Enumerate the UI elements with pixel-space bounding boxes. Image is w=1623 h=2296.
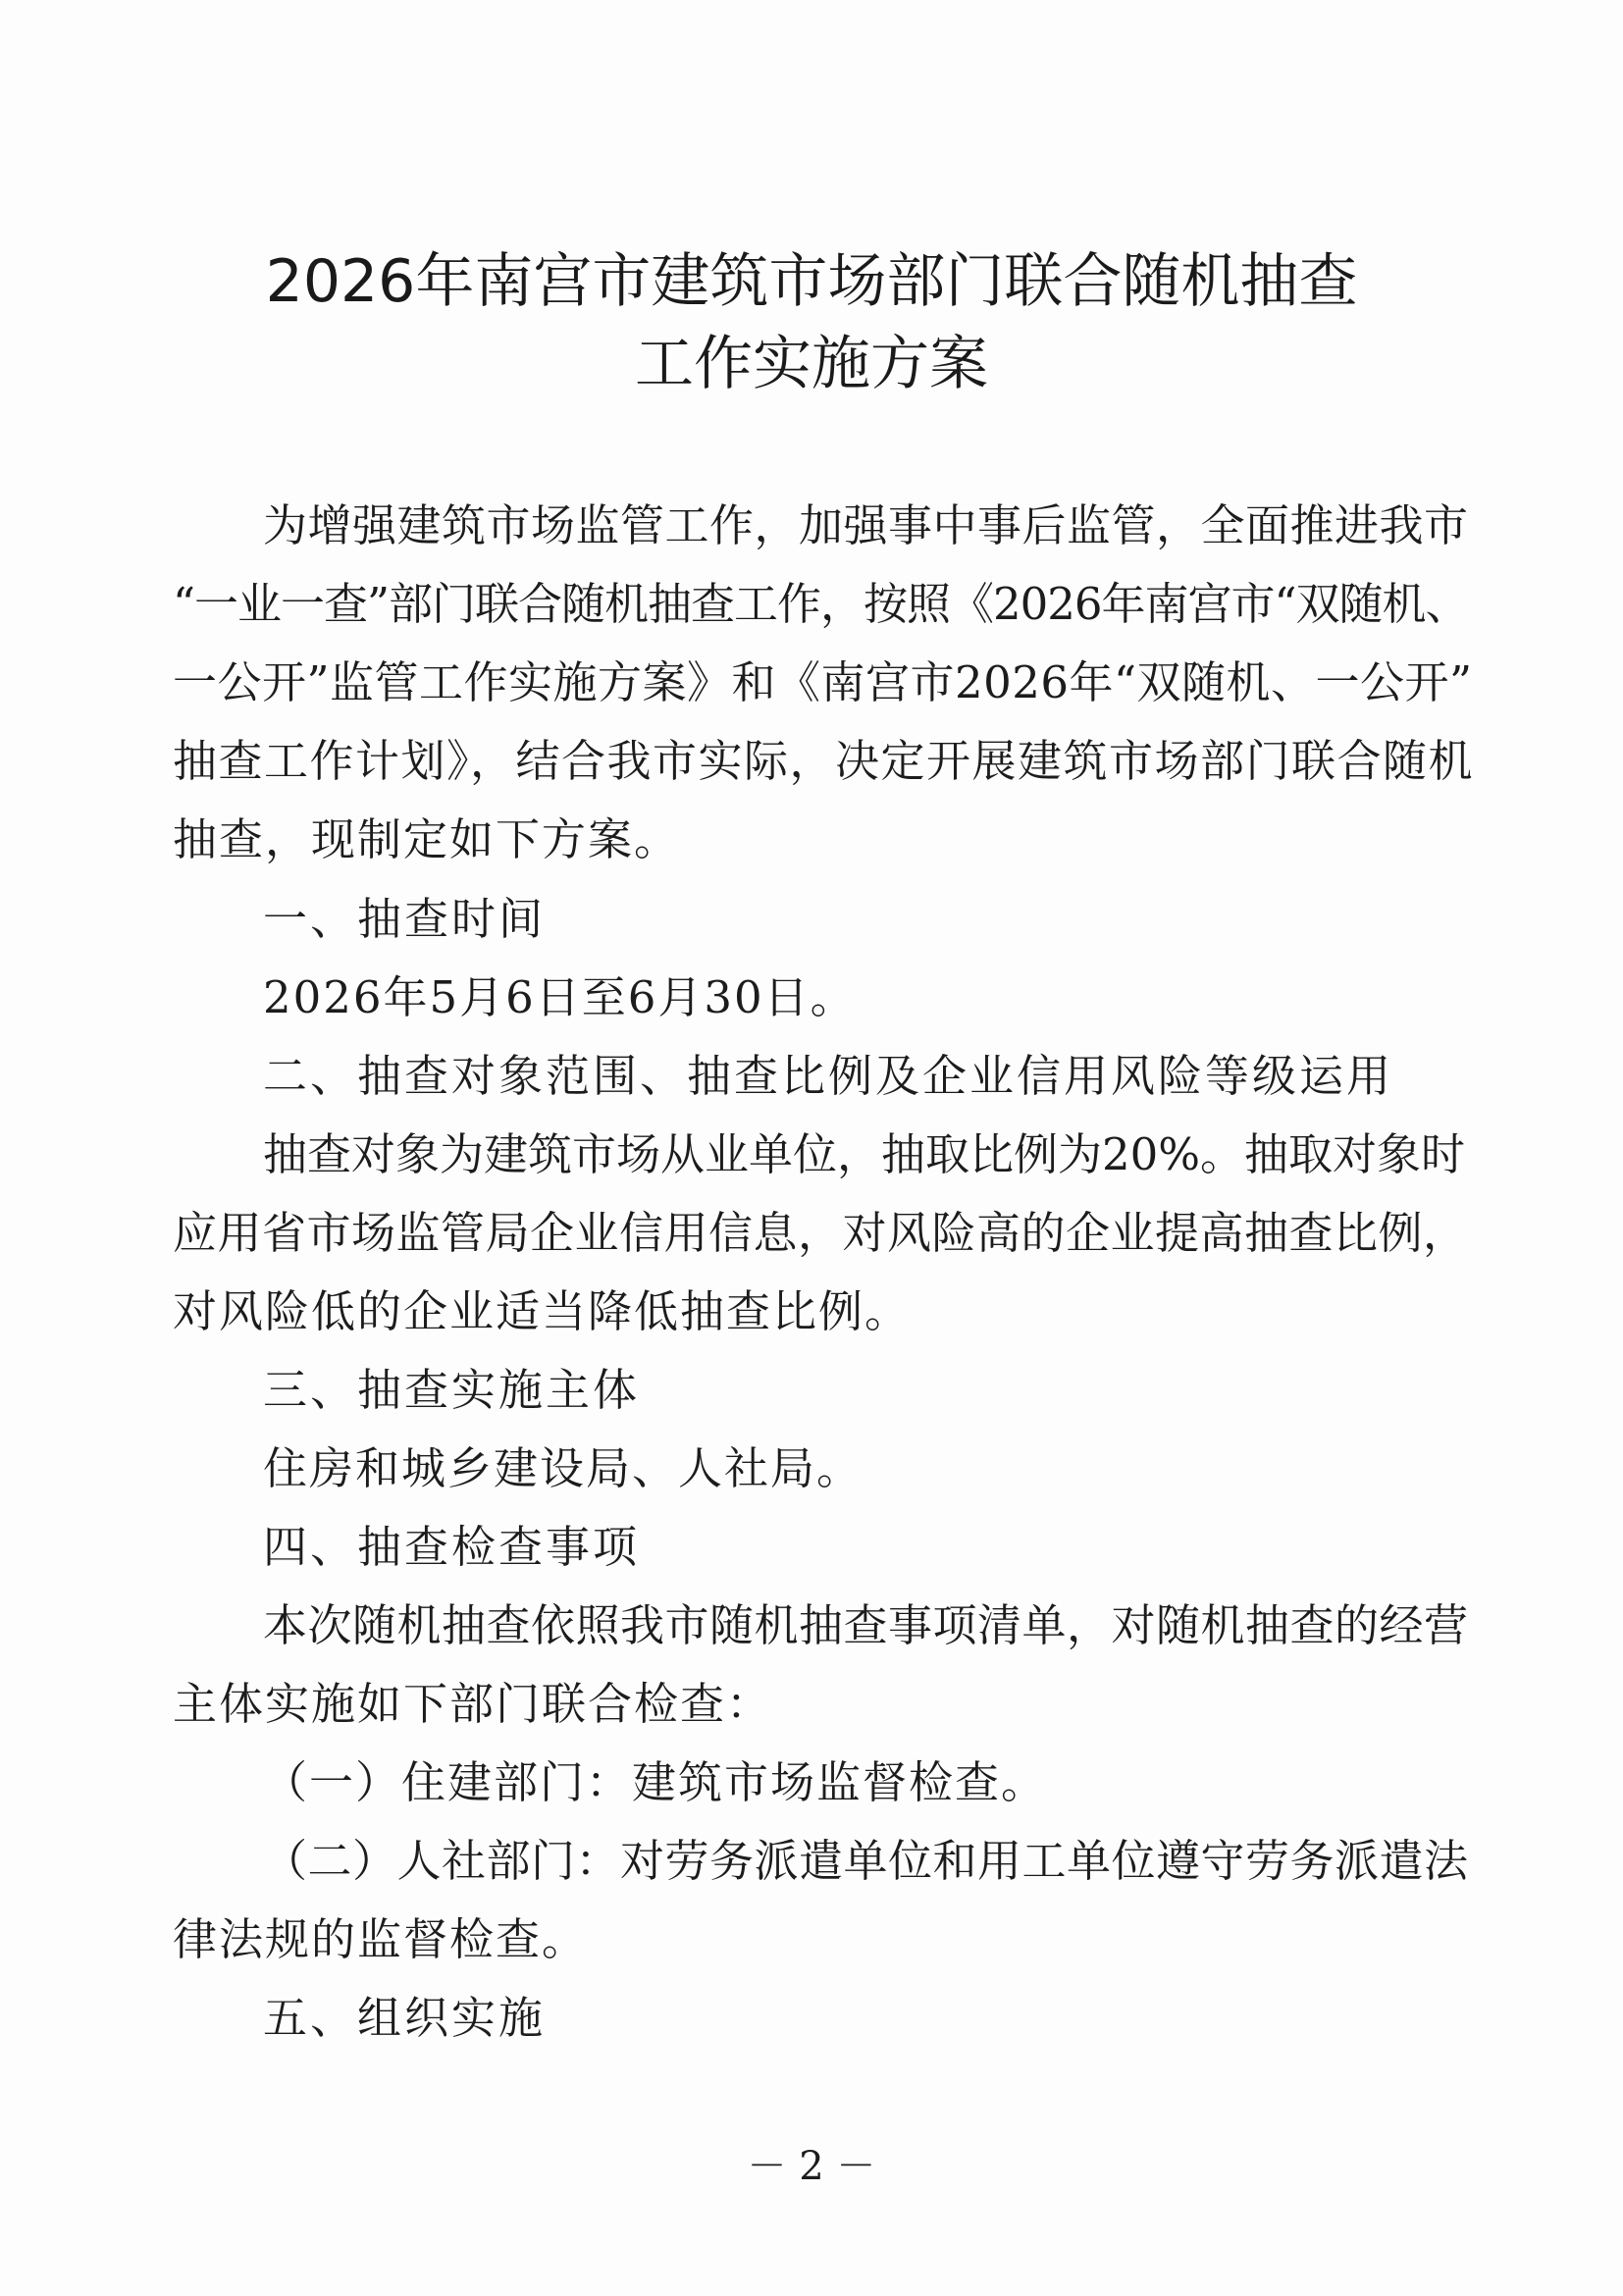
section-4-heading: 四、抽查检查事项 [263,1521,641,1573]
document-title-line-2: 工作实施方案 [635,330,988,398]
section-5-heading: 五、组织实施 [263,1992,547,2044]
section-2-line-2: 应用省市场监管局企业信用信息，对风险高的企业提高抽查比例， [173,1207,1468,1259]
section-2-line-3: 对风险低的企业适当降低抽查比例。 [173,1285,912,1337]
section-2-line-1: 抽查对象为建筑市场从业单位，抽取比例为20%。抽取对象时 [263,1128,1466,1180]
intro-line-2: “一业一查”部门联合随机抽查工作，按照《2026年南宫市“双随机、 [173,578,1469,630]
intro-line-1: 为增强建筑市场监管工作，加强事中事后监管，全面推进我市 [263,499,1469,551]
section-3-heading: 三、抽查实施主体 [263,1364,641,1416]
document-title-line-1: 2026年南宫市建筑市场部门联合随机抽查 [265,247,1358,316]
section-4-line-5: 律法规的监督检查。 [173,1913,589,1965]
section-1-line-1: 2026年5月6日至6月30日。 [263,971,857,1023]
page-number: － 2 － [747,2144,876,2189]
intro-line-3: 一公开”监管工作实施方案》和《南宫市2026年“双随机、一公开” [173,656,1473,708]
section-4-line-2: 主体实施如下部门联合检查： [173,1678,773,1730]
section-4-line-1: 本次随机抽查依照我市随机抽查事项清单，对随机抽查的经营 [263,1599,1469,1651]
section-4-line-4: （二）人社部门：对劳务派遣单位和用工单位遵守劳务派遣法 [263,1835,1469,1887]
intro-line-5: 抽查，现制定如下方案。 [173,813,681,865]
section-3-line-1: 住房和城乡建设局、人社局。 [263,1442,864,1494]
intro-line-4: 抽查工作计划》，结合我市实际，决定开展建筑市场部门联合随机 [173,735,1475,787]
section-2-heading: 二、抽查对象范围、抽查比例及企业信用风险等级运用 [263,1050,1394,1102]
section-4-line-3: （一）住建部门：建筑市场监督检查。 [263,1756,1048,1808]
section-1-heading: 一、抽查时间 [263,893,547,945]
